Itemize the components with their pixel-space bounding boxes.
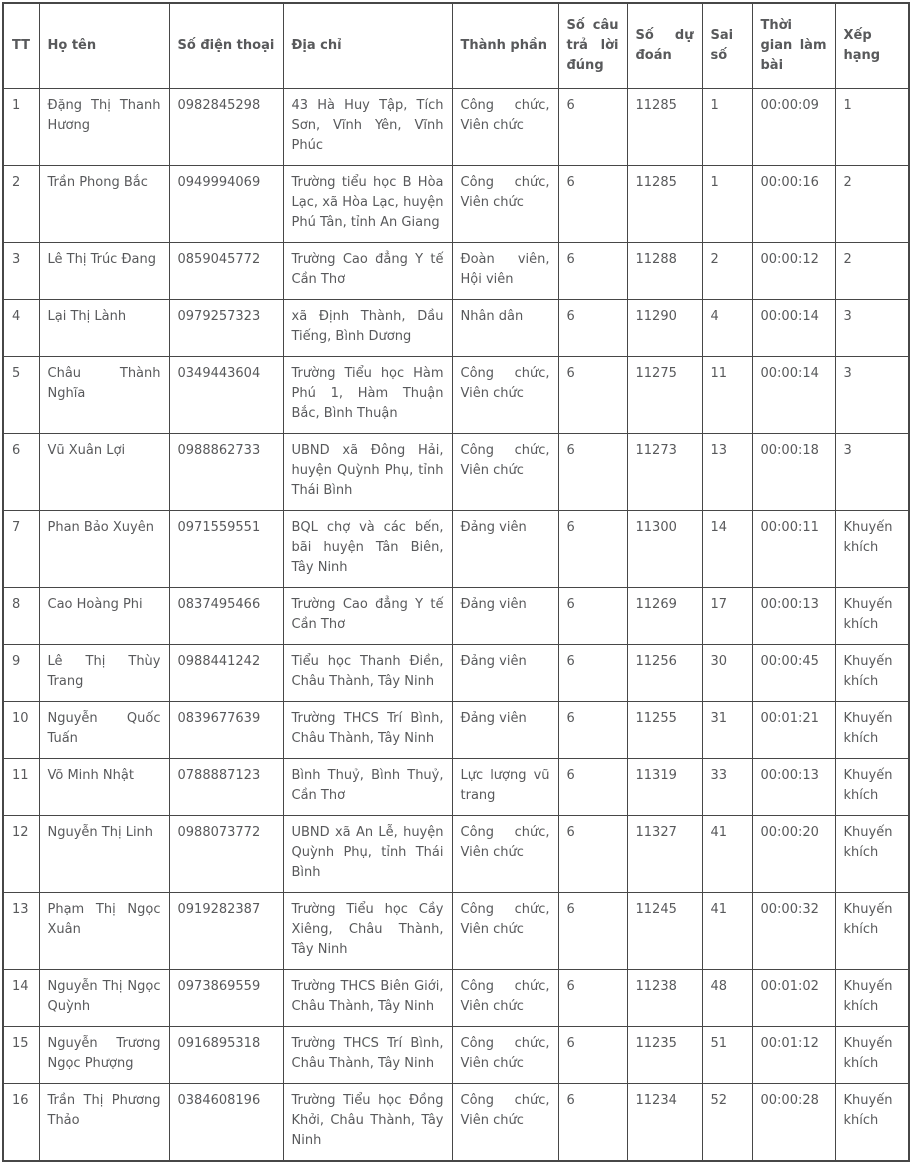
cell-so_cau_tra_loi_dung: 6: [558, 1027, 627, 1084]
cell-xep_hang: Khuyến khích: [835, 816, 909, 893]
column-header-thanh_phan: Thành phần: [452, 3, 558, 89]
cell-thanh_phan: Lực lượng vũ trang: [452, 759, 558, 816]
cell-so_dien_thoai: 0837495466: [169, 588, 283, 645]
cell-tt: 13: [3, 893, 39, 970]
table-row: [3, 1027, 909, 1084]
cell-dia_chi: Bình Thuỷ, Bình Thuỷ, Cần Thơ: [283, 759, 452, 816]
cell-dia_chi: Trường Tiểu học Hàm Phú 1, Hàm Thuận Bắc, Bình Thuận: [283, 357, 452, 434]
cell-xep_hang: Khuyến khích: [835, 588, 909, 645]
cell-tt: 14: [3, 970, 39, 1027]
cell-dia_chi: Trường THCS Trí Bình, Châu Thành, Tây Ninh: [283, 1027, 452, 1084]
cell-so_cau_tra_loi_dung: 6: [558, 1084, 627, 1162]
cell-tt: 7: [3, 511, 39, 588]
cell-so_dien_thoai: 0973869559: [169, 970, 283, 1027]
cell-ho_ten: Đặng Thị Thanh Hương: [39, 89, 169, 166]
cell-so_dien_thoai: 0919282387: [169, 893, 283, 970]
cell-so_du_doan: 11300: [627, 511, 702, 588]
cell-sai_so: 13: [702, 434, 752, 511]
cell-ho_ten: Lê Thị Thùy Trang: [39, 645, 169, 702]
cell-thoi_gian_lam_bai: 00:00:28: [752, 1084, 835, 1162]
cell-thanh_phan: Đảng viên: [452, 702, 558, 759]
cell-so_dien_thoai: 0859045772: [169, 243, 283, 300]
cell-tt: 9: [3, 645, 39, 702]
cell-thoi_gian_lam_bai: 00:00:13: [752, 588, 835, 645]
cell-tt: 8: [3, 588, 39, 645]
cell-so_cau_tra_loi_dung: 6: [558, 166, 627, 243]
cell-sai_so: 2: [702, 243, 752, 300]
cell-dia_chi: Trường Cao đẳng Y tế Cần Thơ: [283, 588, 452, 645]
cell-tt: 6: [3, 434, 39, 511]
table-row: [3, 89, 909, 166]
cell-thoi_gian_lam_bai: 00:00:18: [752, 434, 835, 511]
cell-dia_chi: Trường Tiểu học Đồng Khởi, Châu Thành, Tây Ninh: [283, 1084, 452, 1162]
cell-xep_hang: Khuyến khích: [835, 759, 909, 816]
cell-so_du_doan: 11290: [627, 300, 702, 357]
cell-so_dien_thoai: 0971559551: [169, 511, 283, 588]
cell-sai_so: 30: [702, 645, 752, 702]
cell-thoi_gian_lam_bai: 00:00:45: [752, 645, 835, 702]
cell-xep_hang: Khuyến khích: [835, 511, 909, 588]
cell-so_dien_thoai: 0988862733: [169, 434, 283, 511]
cell-so_cau_tra_loi_dung: 6: [558, 893, 627, 970]
cell-thoi_gian_lam_bai: 00:01:02: [752, 970, 835, 1027]
cell-thoi_gian_lam_bai: 00:00:14: [752, 300, 835, 357]
cell-dia_chi: Tiểu học Thanh Điền, Châu Thành, Tây Ninh: [283, 645, 452, 702]
cell-so_cau_tra_loi_dung: 6: [558, 357, 627, 434]
table-row: [3, 357, 909, 434]
cell-dia_chi: Trường Tiểu học Cầy Xiêng, Châu Thành, Tây Ninh: [283, 893, 452, 970]
column-header-dia_chi: Địa chỉ: [283, 3, 452, 89]
cell-so_dien_thoai: 0788887123: [169, 759, 283, 816]
cell-tt: 3: [3, 243, 39, 300]
table-row: [3, 893, 909, 970]
cell-so_cau_tra_loi_dung: 6: [558, 89, 627, 166]
cell-ho_ten: Châu Thành Nghĩa: [39, 357, 169, 434]
cell-so_dien_thoai: 0384608196: [169, 1084, 283, 1162]
cell-so_du_doan: 11256: [627, 645, 702, 702]
cell-so_dien_thoai: 0949994069: [169, 166, 283, 243]
cell-tt: 12: [3, 816, 39, 893]
cell-xep_hang: Khuyến khích: [835, 1027, 909, 1084]
cell-thoi_gian_lam_bai: 00:01:21: [752, 702, 835, 759]
cell-xep_hang: Khuyến khích: [835, 970, 909, 1027]
cell-so_dien_thoai: 0916895318: [169, 1027, 283, 1084]
cell-dia_chi: UBND xã Đông Hải, huyện Quỳnh Phụ, tỉnh Thái Bình: [283, 434, 452, 511]
table-row: [3, 300, 909, 357]
cell-xep_hang: 2: [835, 166, 909, 243]
table-header: [3, 3, 909, 89]
cell-sai_so: 41: [702, 893, 752, 970]
cell-thoi_gian_lam_bai: 00:00:16: [752, 166, 835, 243]
cell-dia_chi: Trường THCS Biên Giới, Châu Thành, Tây Ninh: [283, 970, 452, 1027]
cell-so_dien_thoai: 0349443604: [169, 357, 283, 434]
cell-so_du_doan: 11234: [627, 1084, 702, 1162]
cell-sai_so: 51: [702, 1027, 752, 1084]
cell-sai_so: 31: [702, 702, 752, 759]
cell-sai_so: 11: [702, 357, 752, 434]
cell-dia_chi: 43 Hà Huy Tập, Tích Sơn, Vĩnh Yên, Vĩnh Phúc: [283, 89, 452, 166]
cell-ho_ten: Phan Bảo Xuyên: [39, 511, 169, 588]
cell-ho_ten: Lại Thị Lành: [39, 300, 169, 357]
cell-sai_so: 4: [702, 300, 752, 357]
cell-so_du_doan: 11319: [627, 759, 702, 816]
cell-sai_so: 1: [702, 166, 752, 243]
cell-so_du_doan: 11288: [627, 243, 702, 300]
cell-ho_ten: Lê Thị Trúc Đang: [39, 243, 169, 300]
cell-ho_ten: Nguyễn Thị Linh: [39, 816, 169, 893]
cell-sai_so: 33: [702, 759, 752, 816]
cell-sai_so: 41: [702, 816, 752, 893]
cell-tt: 15: [3, 1027, 39, 1084]
cell-thoi_gian_lam_bai: 00:01:12: [752, 1027, 835, 1084]
cell-thoi_gian_lam_bai: 00:00:14: [752, 357, 835, 434]
cell-thanh_phan: Công chức, Viên chức: [452, 1027, 558, 1084]
cell-ho_ten: Cao Hoàng Phi: [39, 588, 169, 645]
cell-thanh_phan: Đảng viên: [452, 588, 558, 645]
cell-so_du_doan: 11275: [627, 357, 702, 434]
cell-so_cau_tra_loi_dung: 6: [558, 243, 627, 300]
cell-dia_chi: xã Định Thành, Dầu Tiếng, Bình Dương: [283, 300, 452, 357]
table-row: [3, 759, 909, 816]
cell-tt: 16: [3, 1084, 39, 1162]
table-row: [3, 588, 909, 645]
cell-thanh_phan: Công chức, Viên chức: [452, 357, 558, 434]
cell-so_cau_tra_loi_dung: 6: [558, 970, 627, 1027]
cell-thanh_phan: Nhân dân: [452, 300, 558, 357]
cell-sai_so: 14: [702, 511, 752, 588]
cell-so_dien_thoai: 0839677639: [169, 702, 283, 759]
cell-thanh_phan: Công chức, Viên chức: [452, 1084, 558, 1162]
cell-thanh_phan: Công chức, Viên chức: [452, 816, 558, 893]
cell-xep_hang: 3: [835, 300, 909, 357]
table-row: [3, 166, 909, 243]
cell-so_cau_tra_loi_dung: 6: [558, 300, 627, 357]
cell-thoi_gian_lam_bai: 00:00:13: [752, 759, 835, 816]
cell-ho_ten: Trần Phong Bắc: [39, 166, 169, 243]
cell-xep_hang: Khuyến khích: [835, 645, 909, 702]
header-row: [3, 3, 909, 89]
column-header-so_cau_tra_loi_dung: Số câu trả lời đúng: [558, 3, 627, 89]
cell-so_du_doan: 11245: [627, 893, 702, 970]
cell-ho_ten: Trần Thị Phương Thảo: [39, 1084, 169, 1162]
cell-ho_ten: Võ Minh Nhật: [39, 759, 169, 816]
cell-sai_so: 1: [702, 89, 752, 166]
cell-sai_so: 48: [702, 970, 752, 1027]
cell-thanh_phan: Công chức, Viên chức: [452, 893, 558, 970]
cell-xep_hang: Khuyến khích: [835, 702, 909, 759]
cell-sai_so: 17: [702, 588, 752, 645]
table-row: [3, 702, 909, 759]
cell-thoi_gian_lam_bai: 00:00:32: [752, 893, 835, 970]
cell-so_du_doan: 11273: [627, 434, 702, 511]
table-row: [3, 970, 909, 1027]
cell-xep_hang: Khuyến khích: [835, 893, 909, 970]
cell-so_cau_tra_loi_dung: 6: [558, 511, 627, 588]
cell-thanh_phan: Công chức, Viên chức: [452, 970, 558, 1027]
cell-so_dien_thoai: 0988073772: [169, 816, 283, 893]
cell-sai_so: 52: [702, 1084, 752, 1162]
cell-tt: 1: [3, 89, 39, 166]
cell-xep_hang: 2: [835, 243, 909, 300]
cell-dia_chi: Trường THCS Trí Bình, Châu Thành, Tây Ninh: [283, 702, 452, 759]
cell-so_du_doan: 11285: [627, 166, 702, 243]
column-header-so_du_doan: Số dự đoán: [627, 3, 702, 89]
cell-thanh_phan: Đảng viên: [452, 511, 558, 588]
cell-ho_ten: Nguyễn Thị Ngọc Quỳnh: [39, 970, 169, 1027]
table-body: [3, 89, 909, 1162]
cell-xep_hang: 3: [835, 357, 909, 434]
cell-xep_hang: Khuyến khích: [835, 1084, 909, 1162]
cell-so_du_doan: 11235: [627, 1027, 702, 1084]
cell-so_du_doan: 11238: [627, 970, 702, 1027]
cell-so_du_doan: 11255: [627, 702, 702, 759]
cell-so_cau_tra_loi_dung: 6: [558, 759, 627, 816]
cell-thanh_phan: Công chức, Viên chức: [452, 434, 558, 511]
table-row: [3, 243, 909, 300]
cell-xep_hang: 1: [835, 89, 909, 166]
cell-ho_ten: Nguyễn Trương Ngọc Phượng: [39, 1027, 169, 1084]
cell-thanh_phan: Công chức, Viên chức: [452, 166, 558, 243]
table-row: [3, 645, 909, 702]
cell-thanh_phan: Đoàn viên, Hội viên: [452, 243, 558, 300]
cell-tt: 10: [3, 702, 39, 759]
cell-so_dien_thoai: 0979257323: [169, 300, 283, 357]
cell-so_cau_tra_loi_dung: 6: [558, 816, 627, 893]
cell-ho_ten: Phạm Thị Ngọc Xuân: [39, 893, 169, 970]
cell-thoi_gian_lam_bai: 00:00:12: [752, 243, 835, 300]
cell-so_cau_tra_loi_dung: 6: [558, 702, 627, 759]
column-header-so_dien_thoai: Số điện thoại: [169, 3, 283, 89]
cell-tt: 4: [3, 300, 39, 357]
column-header-ho_ten: Họ tên: [39, 3, 169, 89]
results-table: [2, 2, 910, 1162]
cell-xep_hang: 3: [835, 434, 909, 511]
cell-so_cau_tra_loi_dung: 6: [558, 645, 627, 702]
table-row: [3, 511, 909, 588]
column-header-sai_so: Sai số: [702, 3, 752, 89]
cell-dia_chi: BQL chợ và các bến, bãi huyện Tân Biên, Tây Ninh: [283, 511, 452, 588]
cell-dia_chi: Trường Cao đẳng Y tế Cần Thơ: [283, 243, 452, 300]
table-row: [3, 434, 909, 511]
cell-dia_chi: Trường tiểu học B Hòa Lạc, xã Hòa Lạc, huyện Phú Tân, tỉnh An Giang: [283, 166, 452, 243]
cell-so_du_doan: 11269: [627, 588, 702, 645]
cell-ho_ten: Nguyễn Quốc Tuấn: [39, 702, 169, 759]
cell-tt: 5: [3, 357, 39, 434]
cell-so_dien_thoai: 0988441242: [169, 645, 283, 702]
table-row: [3, 816, 909, 893]
cell-thanh_phan: Đảng viên: [452, 645, 558, 702]
column-header-thoi_gian_lam_bai: Thời gian làm bài: [752, 3, 835, 89]
cell-thoi_gian_lam_bai: 00:00:11: [752, 511, 835, 588]
cell-so_du_doan: 11327: [627, 816, 702, 893]
column-header-tt: TT: [3, 3, 39, 89]
cell-so_cau_tra_loi_dung: 6: [558, 434, 627, 511]
cell-so_du_doan: 11285: [627, 89, 702, 166]
column-header-xep_hang: Xếp hạng: [835, 3, 909, 89]
table-row: [3, 1084, 909, 1162]
cell-thoi_gian_lam_bai: 00:00:09: [752, 89, 835, 166]
cell-thoi_gian_lam_bai: 00:00:20: [752, 816, 835, 893]
cell-dia_chi: UBND xã An Lễ, huyện Quỳnh Phụ, tỉnh Thái Bình: [283, 816, 452, 893]
cell-ho_ten: Vũ Xuân Lợi: [39, 434, 169, 511]
cell-tt: 2: [3, 166, 39, 243]
cell-so_cau_tra_loi_dung: 6: [558, 588, 627, 645]
cell-tt: 11: [3, 759, 39, 816]
cell-thanh_phan: Công chức, Viên chức: [452, 89, 558, 166]
cell-so_dien_thoai: 0982845298: [169, 89, 283, 166]
